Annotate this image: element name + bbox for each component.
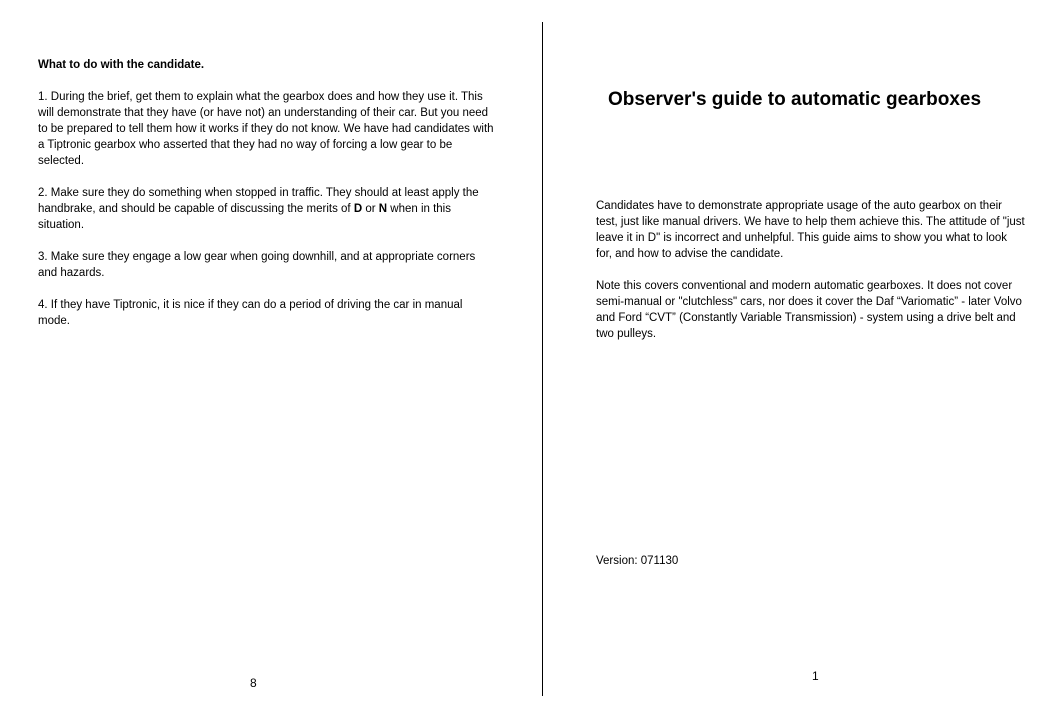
guidance-item-2-or: or: [362, 203, 379, 215]
right-page-content: [596, 198, 1026, 342]
guidance-item-3: 3. Make sure they engage a low gear when going downhill, and at appropriate corners and hazards.: [38, 251, 476, 279]
version-label: Version: 071130: [596, 555, 679, 567]
document-title: Observer's guide to automatic gearboxes: [608, 89, 982, 110]
guidance-item-4: 4. If they have Tiptronic, it is nice if they can do a period of driving the car in manual mode.: [38, 299, 463, 327]
guidance-item-2-end: when in this situation.: [38, 203, 451, 231]
guidance-item-2-text: 2. Make sure they do something when stopped in traffic. They should at least apply the handbrake, and should be capable of discussing the merits of: [38, 187, 479, 215]
page-number-right: 1: [812, 669, 819, 683]
section-heading: What to do with the candidate.: [38, 59, 205, 71]
guidance-item-2: [38, 185, 494, 233]
page-number-left: 8: [250, 676, 257, 690]
page-divider: [542, 22, 543, 696]
left-page-content: [38, 57, 494, 329]
scope-note-paragraph: Note this covers conventional and modern automatic gearboxes. It does not cover semi-manual or "clutchless" cars, nor does it cover the Daf “Variomatic” - later Volvo and Ford “CVT” (Constantly Variable Transmission) - system using a drive belt and two pulleys.: [596, 280, 1022, 340]
gear-d-label: D: [353, 203, 363, 215]
right-page: [544, 0, 1040, 720]
guidance-item-1: 1. During the brief, get them to explain what the gearbox does and how they use it. This will demonstrate that they have (or have not) an understanding of their car. But you need to be prepared to tell them how it works if they do not know. We have had candidates with a Tiptronic gearbox who asserted that they had no way of forcing a low gear to be selected.: [38, 91, 494, 167]
intro-paragraph: Candidates have to demonstrate appropriate usage of the auto gearbox on their test, just like manual drivers. We have to help them achieve this. The attitude of "just leave it in D" is incorrect and unhelpful. This guide aims to show you what to look for, and how to advise the candidate.: [596, 200, 1025, 260]
gear-n-label: N: [378, 203, 388, 215]
